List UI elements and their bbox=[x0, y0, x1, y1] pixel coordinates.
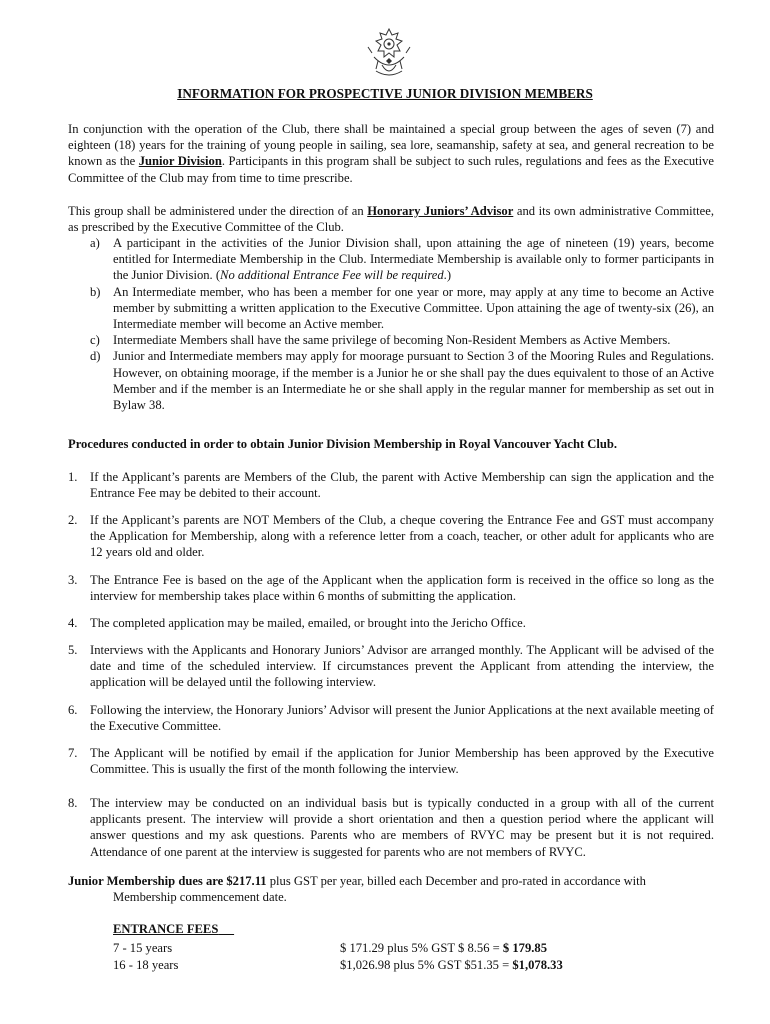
intro-paragraph: In conjunction with the operation of the Club, there shall be maintained a special group between the ages of seven (7) and eighteen (18) years for the training of young people in sailing, sea lore, seamanship, safety at sea, and general recreation to be known as the Junior Division. Participants in this program shall be subject to such rules, regulations and fees as the Executive Committee of the Club may from time to time prescribe. bbox=[68, 122, 715, 185]
fee-calculation: $1,026.98 plus 5% GST $51.35 = $1,078.33 bbox=[340, 958, 563, 972]
procedures-heading: Procedures conducted in order to obtain Junior Division Membership in Royal Vancouver Yacht Club. bbox=[68, 437, 618, 451]
dues-paragraph: Junior Membership dues are $217.11 plus GST per year, billed each December and pro-rated in accordance with Membership commencement date. bbox=[68, 874, 646, 905]
procedure-step-1 bbox=[68, 469, 714, 501]
list-item: d) Junior and Intermediate members may apply for moorage pursuant to Section 3 of the Mooring Rules and Regulations. However, on obtaining moorage, if the member is a Junior he or she shall pay the dues equivalent to those of an Active Member and if the member is an Intermediate he or she shall apply in the regular manner for membership as set out in Bylaw 38. bbox=[90, 349, 714, 413]
fee-total: $1,078.33 bbox=[512, 958, 563, 972]
fee-age: 7 - 15 years bbox=[113, 941, 173, 955]
list-item: 8. The interview may be conducted on an individual basis but is typically conducted in a group with all of the current applicants present. The interview will provide a short orientation and then a question period where the applicant will answer questions and my ask questions. Parents who are members of RVYC may be present but it is not required. Attendance of one parent at the interview is suggested for parents who are not members of RVYC. bbox=[68, 796, 714, 859]
procedure-step-4 bbox=[68, 615, 714, 631]
page-title: INFORMATION FOR PROSPECTIVE JUNIOR DIVISION MEMBERS bbox=[177, 86, 593, 101]
procedure-step-5 bbox=[68, 642, 714, 691]
admin-paragraph: This group shall be administered under the direction of an Honorary Juniors’ Advisor and its own administrative Committee, as prescribed by the Executive Committee of the Club. bbox=[68, 204, 714, 235]
procedure-step-2 bbox=[68, 512, 714, 561]
list-item: b) An Intermediate member, who has been a member for one year or more, may apply at any time to become an Active member by submitting a written application to the Executive Committee. Upon attaining the age of twenty-six (26), an Intermediate member will become an Active member. bbox=[90, 284, 714, 332]
dues-amount: Junior Membership dues are $217.11 bbox=[68, 874, 267, 888]
list-item: 6. Following the interview, the Honorary Juniors’ Advisor will present the Junior Applications at the next available meeting of the Executive Committee. bbox=[68, 703, 714, 734]
procedure-step-6 bbox=[68, 702, 714, 734]
club-crest-icon bbox=[364, 25, 414, 81]
list-item: 2. If the Applicant’s parents are NOT Members of the Club, a cheque covering the Entrance Fee and GST must accompany the Application for Membership, along with a reference letter from a coach, teacher, or other adult for applicants who are 12 years old and older. bbox=[68, 513, 714, 560]
fee-age: 16 - 18 years bbox=[113, 958, 179, 972]
fee-total: $ 179.85 bbox=[502, 941, 547, 955]
advisor-term: Honorary Juniors’ Advisor bbox=[367, 204, 514, 218]
fee-row-16-18 bbox=[113, 957, 713, 974]
list-item: 4. The completed application may be mailed, emailed, or brought into the Jericho Office. bbox=[68, 616, 526, 630]
rules-list bbox=[68, 235, 714, 413]
list-item: c) Intermediate Members shall have the same privilege of becoming Non-Resident Members as Active Members. bbox=[90, 333, 671, 348]
list-item: 5. Interviews with the Applicants and Honorary Juniors’ Advisor are arranged monthly. The Applicant will be advised of the date and time of the scheduled interview. If circumstances prevent the Applicant from attending the interview, the application will be delayed until the following interview. bbox=[68, 643, 714, 690]
fee-calculation: $ 171.29 plus 5% GST $ 8.56 = $ 179.85 bbox=[340, 941, 547, 955]
list-item: 7. The Applicant will be notified by email if the application for Junior Membership has been approved by the Executive Committee. This is usually the first of the month following the interview. bbox=[68, 746, 714, 777]
entrance-fees-heading: ENTRANCE FEES bbox=[113, 922, 219, 936]
fee-row-7-15 bbox=[113, 940, 713, 957]
procedure-step-3 bbox=[68, 572, 714, 604]
procedure-step-7 bbox=[68, 745, 714, 777]
list-item: 3. The Entrance Fee is based on the age of the Applicant when the application form is received in the office so long as the interview for membership takes place within 6 months of submitting the application. bbox=[68, 573, 714, 604]
list-item: a) A participant in the activities of the Junior Division shall, upon attaining the age of nineteen (19) years, become entitled for Intermediate Membership in the Club. Intermediate Membership is available only to former participants in the Junior Division. (No additional Entrance Fee will be required.) bbox=[90, 236, 714, 283]
procedure-step-8 bbox=[68, 795, 714, 860]
list-item: 1. If the Applicant’s parents are Members of the Club, the parent with Active Membership can sign the application and the Entrance Fee may be debited to their account. bbox=[68, 470, 714, 501]
junior-division-term: Junior Division bbox=[138, 154, 222, 169]
